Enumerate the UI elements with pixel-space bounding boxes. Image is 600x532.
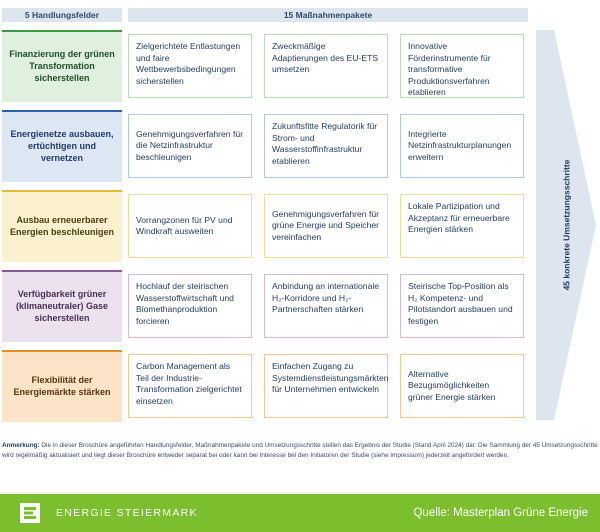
package-card: Innovative Förderinstrumente für transformative Produktionsverfahren etablieren	[400, 34, 524, 98]
row-label: Energienetze ausbauen, ertüchtigen und vernetzen	[2, 110, 122, 182]
package-card: Steirische Top-Position als H₂ Kompetenz- und Pilotstandort ausbauen und festigen	[400, 274, 524, 338]
massnahmenpakete-header: 15 Maßnahmenpakete	[128, 8, 528, 22]
footnote	[2, 441, 598, 460]
package-card: Zielgerichtete Entlastungen und faire Wettbewerbsbedingungen sicherstellen	[128, 34, 252, 98]
row-label: Finanzierung der grünen Transformation sicherstellen	[2, 30, 122, 102]
source-text: Quelle: Masterplan Grüne Energie	[413, 507, 588, 519]
package-card: Zukunftsfitte Regulatorik für Strom- und Wasserstoffinfrastruktur etablieren	[264, 114, 388, 178]
package-card: Hochlauf der steirischen Wasserstoffwirtschaft und Biomethanproduktion forcieren	[128, 274, 252, 338]
package-card: Einfachen Zugang zu Systemdienstleistungsmärkten für Unternehmen entwickeln	[264, 354, 388, 418]
arrow-label-wrap	[560, 30, 572, 420]
package-card: Integrierte Netzinfrastrukturplanungen erweitern	[400, 114, 524, 178]
package-card: Anbindung an internationale H₂-Korridore und H₂-Partnerschaften stärken	[264, 274, 388, 338]
row-label: Ausbau erneuerbarer Energien beschleunigen	[2, 190, 122, 262]
package-card: Carbon Management als Teil der Industrie-Transformation zielgerichtet einsetzen	[128, 354, 252, 418]
footnote-text: Die in dieser Broschüre angeführten Handlungsfelder, Maßnahmenpakete und Umsetzungsschritte stellen das Ergebnis der Studie (Stand April 2024) dar. Die Sammlung der 45 Umsetzungsschritte wird regelmäßig aktualisiert und liegt dieser Broschüre entweder separat bei oder kann bei Interesse bei den Initiatoren der Studie (siehe Impressum) jederzeit angefordert werden.	[2, 442, 598, 459]
footer-bar	[0, 494, 600, 532]
package-card: Zweckmäßige Adaptierungen des EU-ETS umsetzen	[264, 34, 388, 98]
row-erneuerbare	[0, 190, 530, 262]
package-card: Genehmigungsverfahren für grüne Energie und Speicher vereinfachen	[264, 194, 388, 258]
row-energienetze	[0, 110, 530, 182]
package-card: Vorrangzonen für PV und Windkraft ausweiten	[128, 194, 252, 258]
handlungsfelder-header: 5 Handlungsfelder	[2, 8, 122, 22]
row-label: Verfügbarkeit grüner (klimaneutraler) Gase sicherstellen	[2, 270, 122, 342]
package-card: Lokale Partizipation und Akzeptanz für erneuerbare Energien stärken	[400, 194, 524, 258]
row-flexibilitaet	[0, 350, 530, 422]
package-card: Alternative Bezugsmöglichkeiten grüner Energie stärken	[400, 354, 524, 418]
brand-name: ENERGIE STEIERMARK	[56, 507, 198, 519]
arrow-label: 45 konkrete Umsetzungsschritte	[561, 159, 572, 291]
package-card: Genehmigungsverfahren für die Netzinfrastruktur beschleunigen	[128, 114, 252, 178]
row-gase	[0, 270, 530, 342]
energie-steiermark-logo-icon	[20, 503, 40, 523]
footnote-lead: Anmerkung:	[2, 442, 40, 449]
row-label: Flexibilität der Energiemärkte stärken	[2, 350, 122, 422]
row-finanzierung	[0, 30, 530, 102]
